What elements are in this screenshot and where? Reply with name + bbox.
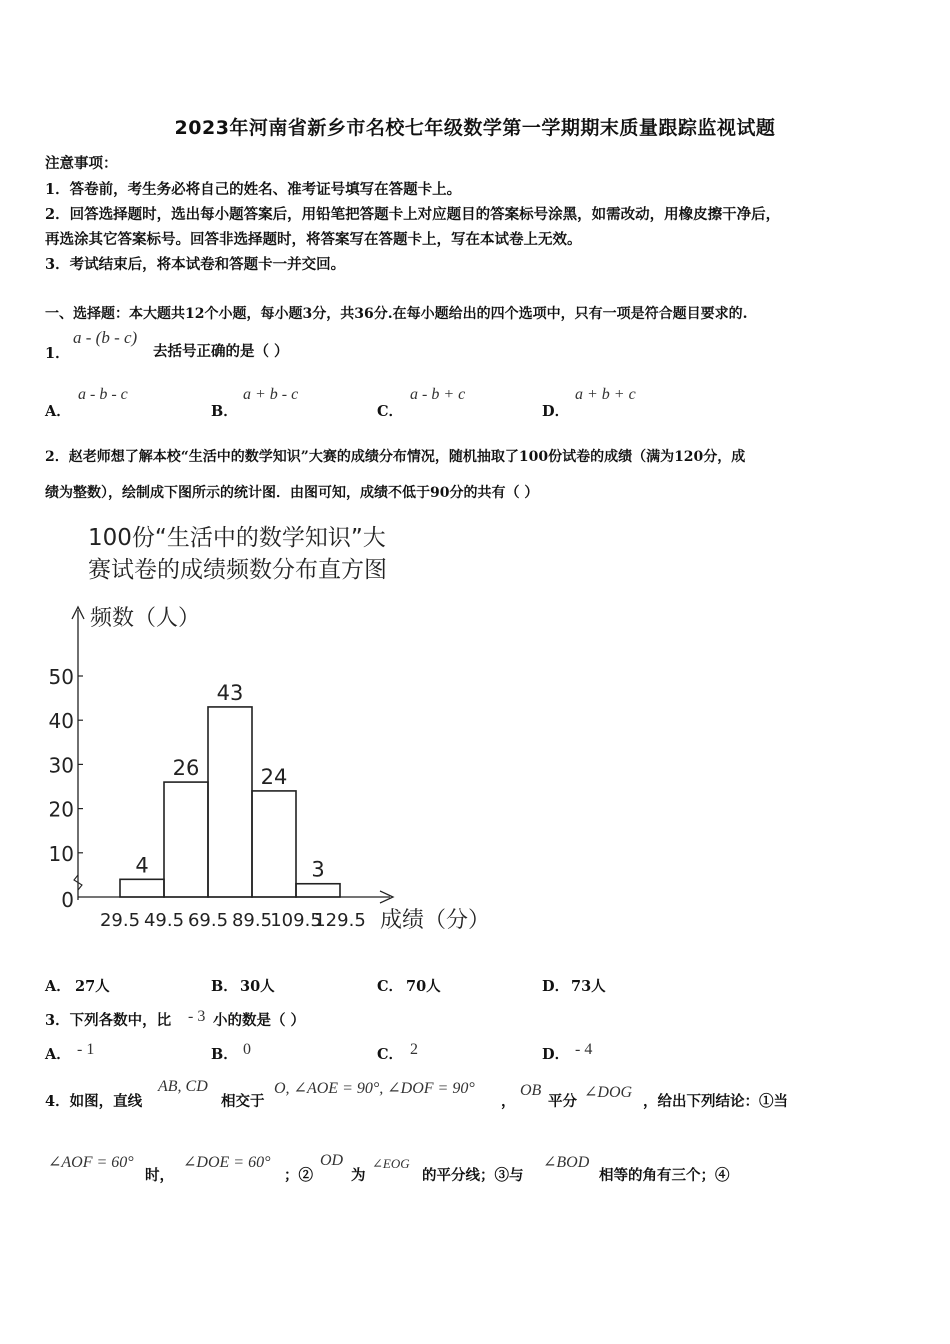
notice-line: 再选涂其它答案标号。回答非选择题时，将答案写在答题卡上，写在本试卷上无效。 bbox=[45, 231, 582, 248]
q4-text: 相交于 bbox=[221, 1093, 265, 1110]
q2-option-d-letter: D． bbox=[542, 978, 570, 995]
notice-line: 1．答卷前，考生务必将自己的姓名、准考证号填写在答题卡上。 bbox=[45, 181, 462, 198]
x-tick-label: 129.5 bbox=[314, 910, 366, 931]
x-tick-label: 69.5 bbox=[187, 910, 229, 931]
q3-option-d-letter: D． bbox=[542, 1046, 570, 1063]
histogram-bar bbox=[164, 782, 208, 897]
bar-data-label: 4 bbox=[135, 853, 149, 878]
q4-text: 的平分线；③与 bbox=[422, 1167, 524, 1184]
y-tick-label: 0 bbox=[61, 888, 74, 912]
q1-text: 去括号正确的是（ ） bbox=[153, 343, 289, 360]
histogram-bar bbox=[208, 707, 252, 897]
q1-option-b-letter: B． bbox=[211, 403, 238, 420]
q1-option-c-letter: C． bbox=[377, 403, 404, 420]
q1-option-c-value: a - b + c bbox=[410, 386, 466, 403]
q4-text: 4．如图，直线 bbox=[45, 1093, 143, 1110]
q3-option-b-letter: B． bbox=[211, 1046, 238, 1063]
q4-math: AB, CD bbox=[158, 1078, 208, 1095]
y-tick-label: 50 bbox=[48, 665, 74, 689]
chart-title-line1: 100份“生活中的数学知识”大 bbox=[88, 525, 386, 551]
bar-data-label: 3 bbox=[311, 857, 325, 882]
x-tick-label: 109.5 bbox=[270, 910, 322, 931]
y-axis-label: 频数（人） bbox=[90, 606, 201, 631]
q4-math: ∠BOD bbox=[543, 1154, 590, 1171]
bar-data-label: 43 bbox=[216, 680, 244, 705]
bar-data-label: 24 bbox=[260, 764, 288, 789]
q1-option-a-value: a - b - c bbox=[78, 386, 128, 403]
q3-value: - 3 bbox=[188, 1008, 206, 1025]
q4-text: 相等的角有三个；④ bbox=[599, 1167, 730, 1184]
q3-option-a-letter: A． bbox=[45, 1046, 71, 1063]
q2-option-a-value: 27人 bbox=[75, 978, 110, 995]
section-heading: 一、选择题：本大题共12个小题，每小题3分，共36分.在每小题给出的四个选项中，只有一项是符合题目要求的. bbox=[45, 306, 748, 322]
q2-option-c-letter: C． bbox=[377, 978, 404, 995]
q1-option-d-value: a + b + c bbox=[575, 386, 636, 403]
q4-text: ；② bbox=[284, 1167, 313, 1184]
q1-option-d-letter: D． bbox=[542, 403, 570, 420]
page-title: 2023年河南省新乡市名校七年级数学第一学期期末质量跟踪监视试题 bbox=[174, 117, 776, 139]
q1-number: 1． bbox=[45, 345, 70, 362]
q2-text-line2: 绩为整数），绘制成下图所示的统计图．由图可知，成绩不低于90分的共有（ ） bbox=[45, 485, 539, 501]
notice-line: 3．考试结束后，将本试卷和答题卡一并交回。 bbox=[45, 256, 346, 273]
notice-heading: 注意事项： bbox=[45, 155, 118, 172]
q4-text: 平分 bbox=[548, 1093, 577, 1110]
q4-math: OB bbox=[520, 1082, 542, 1099]
q4-math: OD bbox=[320, 1152, 344, 1169]
q4-math: O, ∠AOE = 90°, ∠DOF = 90° bbox=[274, 1080, 475, 1097]
bar-data-label: 26 bbox=[172, 756, 200, 781]
y-tick-label: 20 bbox=[48, 797, 74, 822]
q4-text: 为 bbox=[351, 1167, 366, 1184]
histogram-chart bbox=[40, 515, 520, 945]
q3-option-d-value: - 4 bbox=[575, 1041, 593, 1058]
q2-option-b-value: 30人 bbox=[240, 978, 275, 995]
q1-option-b-value: a + b - c bbox=[243, 386, 299, 403]
q4-math: ∠DOG bbox=[584, 1084, 633, 1101]
histogram-bar bbox=[252, 791, 296, 897]
q3-option-b-value: 0 bbox=[243, 1041, 251, 1058]
x-tick-label: 29.5 bbox=[99, 910, 141, 931]
q1-option-a-letter: A． bbox=[45, 403, 71, 420]
q3-number: 3．下列各数中，比 bbox=[45, 1012, 172, 1029]
q3-option-c-value: 2 bbox=[410, 1041, 418, 1058]
y-tick-label: 10 bbox=[48, 841, 74, 866]
q4-math: ∠DOE = 60° bbox=[183, 1154, 271, 1171]
q4-math: ∠AOF = 60° bbox=[48, 1154, 134, 1171]
q3-option-c-letter: C． bbox=[377, 1046, 404, 1063]
y-tick-label: 30 bbox=[48, 753, 74, 778]
q4-text: ， bbox=[501, 1093, 516, 1110]
q4-text: 时， bbox=[145, 1167, 174, 1184]
x-tick-label: 49.5 bbox=[143, 910, 185, 931]
q4-text: ，给出下列结论：①当 bbox=[643, 1093, 788, 1110]
q3-text: 小的数是（ ） bbox=[213, 1012, 306, 1029]
q1-expression: a - (b - c) bbox=[73, 328, 138, 347]
q3-option-a-value: - 1 bbox=[77, 1041, 95, 1058]
notice-line: 2．回答选择题时，选出每小题答案后，用铅笔把答题卡上对应题目的答案标号涂黑，如需改动，用橡皮擦干净后， bbox=[45, 206, 781, 223]
y-tick-label: 40 bbox=[48, 709, 74, 734]
x-tick-label: 89.5 bbox=[231, 910, 273, 931]
histogram-bar bbox=[296, 884, 340, 897]
q2-text-line1: 2．赵老师想了解本校“生活中的数学知识”大赛的成绩分布情况，随机抽取了100份试卷的成绩（满为120分，成 bbox=[45, 449, 746, 465]
x-axis-label: 成绩（分） bbox=[380, 908, 491, 933]
histogram-bar bbox=[120, 879, 164, 897]
q2-option-b-letter: B． bbox=[211, 978, 238, 995]
q2-option-c-value: 70人 bbox=[406, 978, 441, 995]
q2-option-d-value: 73人 bbox=[571, 978, 606, 995]
q4-math: ∠EOG bbox=[372, 1156, 410, 1171]
chart-title-line2: 赛试卷的成绩频数分布直方图 bbox=[88, 557, 387, 583]
q2-option-a-letter: A． bbox=[45, 978, 71, 995]
